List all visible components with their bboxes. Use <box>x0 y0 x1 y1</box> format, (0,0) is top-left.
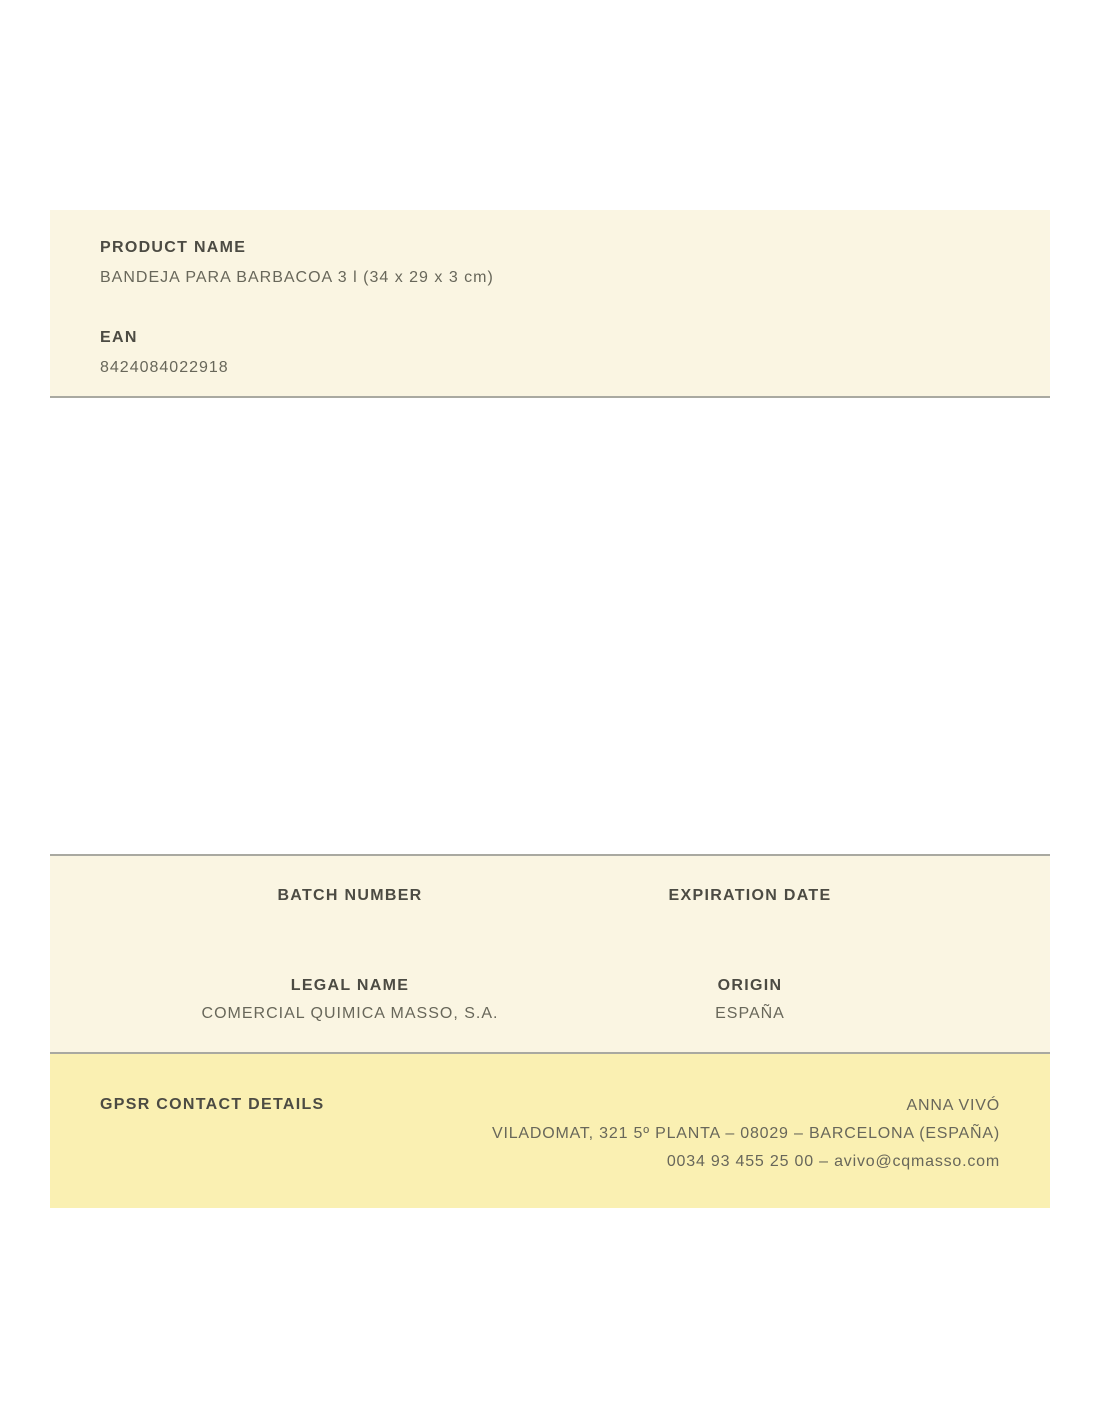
legal-name-value: COMERCIAL QUIMICA MASSO, S.A. <box>201 1005 499 1022</box>
product-name-field <box>100 236 1000 290</box>
gpsr-contact-phone-email: 0034 93 455 25 00 – avivo@cqmasso.com <box>666 1153 1000 1170</box>
gpsr-contact-name: ANNA VIVÓ <box>906 1097 1000 1114</box>
gpsr-contact-address: VILADOMAT, 321 5º PLANTA – 08029 – BARCELONA (ESPAÑA) <box>491 1125 1000 1142</box>
gpsr-contact-block <box>492 1092 1000 1176</box>
batch-number-label: BATCH NUMBER <box>277 887 423 904</box>
ean-label: EAN <box>100 329 138 346</box>
origin-value: ESPAÑA <box>715 1005 785 1022</box>
legal-name-cell <box>150 974 550 1026</box>
ean-value: 8424084022918 <box>100 359 229 376</box>
product-info-panel <box>50 210 1050 398</box>
product-name-label: PRODUCT NAME <box>100 239 247 256</box>
gpsr-contact-panel <box>50 1054 1050 1208</box>
legal-origin-row <box>150 974 950 1026</box>
batch-info-panel <box>50 854 1050 1054</box>
legal-name-label: LEGAL NAME <box>290 977 410 994</box>
origin-cell <box>550 974 950 1026</box>
batch-number-cell <box>150 884 550 908</box>
product-name-value: BANDEJA PARA BARBACOA 3 l (34 x 29 x 3 cm) <box>100 269 494 286</box>
expiration-date-cell <box>550 884 950 908</box>
origin-label: ORIGIN <box>717 977 783 994</box>
expiration-date-label: EXPIRATION DATE <box>668 887 832 904</box>
ean-field <box>100 326 1000 380</box>
batch-expiration-row <box>150 884 950 908</box>
gpsr-contact-details-label: GPSR CONTACT DETAILS <box>100 1096 325 1113</box>
